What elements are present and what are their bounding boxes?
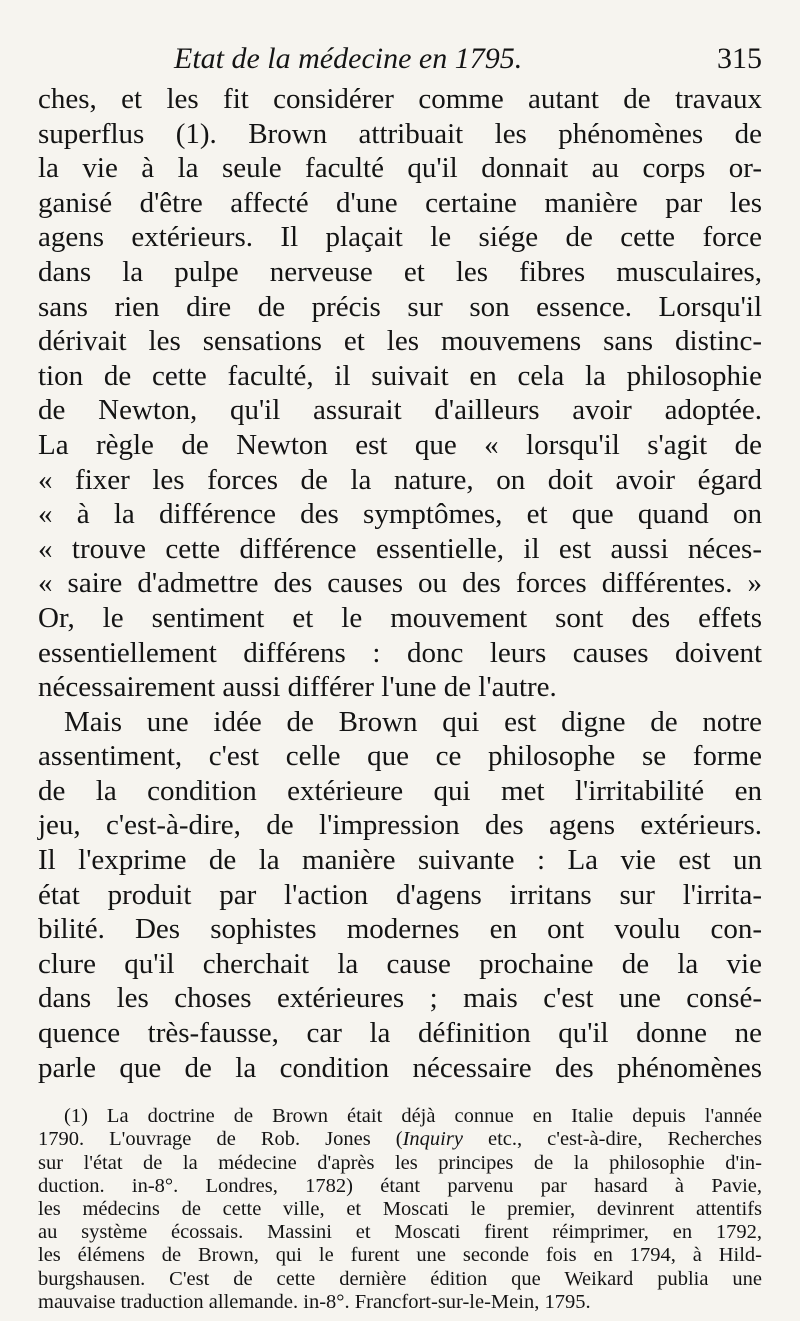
text-line: « trouve cette différence essentielle, il est aussi néces- (38, 532, 762, 565)
text-line: nécessairement aussi différer l'une de l'autre. (38, 671, 557, 704)
text-line: essentiellement différens : donc leurs causes doivent (38, 636, 762, 669)
text-line: dérivait les sensations et les mouvemens sans distinc- (38, 325, 762, 358)
page-number: 315 (717, 42, 762, 75)
text-line: dans les choses extérieures ; mais c'est une consé- (38, 982, 762, 1015)
running-head (38, 36, 762, 82)
footnote-line: les médecins de cette ville, et Moscati le premier, devinrent attentifs (38, 1198, 762, 1221)
footnote-text: 1790. L'ouvrage de Rob. Jones ( (38, 1128, 403, 1151)
footnote-line: sur l'état de la médecine d'après les principes de la philosophie d'in- (38, 1151, 762, 1174)
footnote-line: mauvaise traduction allemande. in-8°. Francfort-sur-le-Mein, 1795. (38, 1290, 591, 1313)
text-line: « à la différence des symptômes, et que quand on (38, 498, 762, 531)
footnote (38, 1105, 762, 1314)
text-line: de la condition extérieure qui met l'irritabilité en (38, 774, 762, 807)
text-line: de Newton, qu'il assurait d'ailleurs avoir adoptée. (38, 394, 762, 427)
text-line: sans rien dire de précis sur son essence. Lorsqu'il (38, 290, 762, 323)
text-line: ganisé d'être affecté d'une certaine manière par les (38, 186, 762, 219)
text-line: clure qu'il cherchait la cause prochaine de la vie (38, 947, 762, 980)
text-line: « fixer les forces de la nature, on doit avoir égard (38, 463, 762, 496)
footnote-line: burgshausen. C'est de cette dernière édition que Weikard publia une (38, 1267, 762, 1290)
text-line: « saire d'admettre des causes ou des forces différentes. » (38, 567, 762, 600)
footnote-text: etc., c'est-à-dire, Recherches (462, 1128, 762, 1151)
text-line: agens extérieurs. Il plaçait le siége de cette force (38, 221, 762, 254)
footnote-italic-title: Inquiry (402, 1128, 463, 1151)
text-line: dans la pulpe nerveuse et les fibres musculaires, (38, 255, 762, 288)
footnote-line: (1) La doctrine de Brown était déjà connue en Italie depuis l'année (64, 1105, 762, 1128)
text-line: Il l'exprime de la manière suivante : La vie est un (38, 844, 762, 877)
text-line: tion de cette faculté, il suivait en cela la philosophie (38, 359, 762, 392)
text-line: assentiment, c'est celle que ce philosophe se forme (38, 740, 762, 773)
text-line: état produit par l'action d'agens irritans sur l'irrita- (38, 878, 762, 911)
text-line: superflus (1). Brown attribuait les phénomènes de (38, 117, 762, 150)
text-line: bilité. Des sophistes modernes en ont voulu con- (38, 913, 762, 946)
text-line: La règle de Newton est que « lorsqu'il s'agit de (38, 428, 762, 461)
text-line: la vie à la seule faculté qu'il donnait au corps or- (38, 152, 762, 185)
text-line: ches, et les fit considérer comme autant de travaux (38, 83, 762, 115)
footnote-line (38, 1128, 762, 1151)
text-line: Mais une idée de Brown qui est digne de notre (64, 705, 762, 738)
text-line: jeu, c'est-à-dire, de l'impression des agens extérieurs. (38, 809, 762, 842)
text-line: parle que de la condition nécessaire des phénomènes (38, 1051, 762, 1084)
footnote-line: les élémens de Brown, qui le furent une seconde fois en 1794, à Hild- (38, 1244, 762, 1267)
footnote-line: duction. in-8°. Londres, 1782) étant parvenu par hasard à Pavie, (38, 1174, 762, 1197)
text-line: quence très-fausse, car la définition qu'il donne ne (38, 1017, 762, 1050)
footnote-line: au système écossais. Massini et Moscati firent réimprimer, en 1792, (38, 1221, 762, 1244)
text-line: Or, le sentiment et le mouvement sont des effets (38, 601, 762, 634)
running-title: Etat de la médecine en 1795. (174, 42, 523, 75)
body-text (38, 82, 762, 1085)
